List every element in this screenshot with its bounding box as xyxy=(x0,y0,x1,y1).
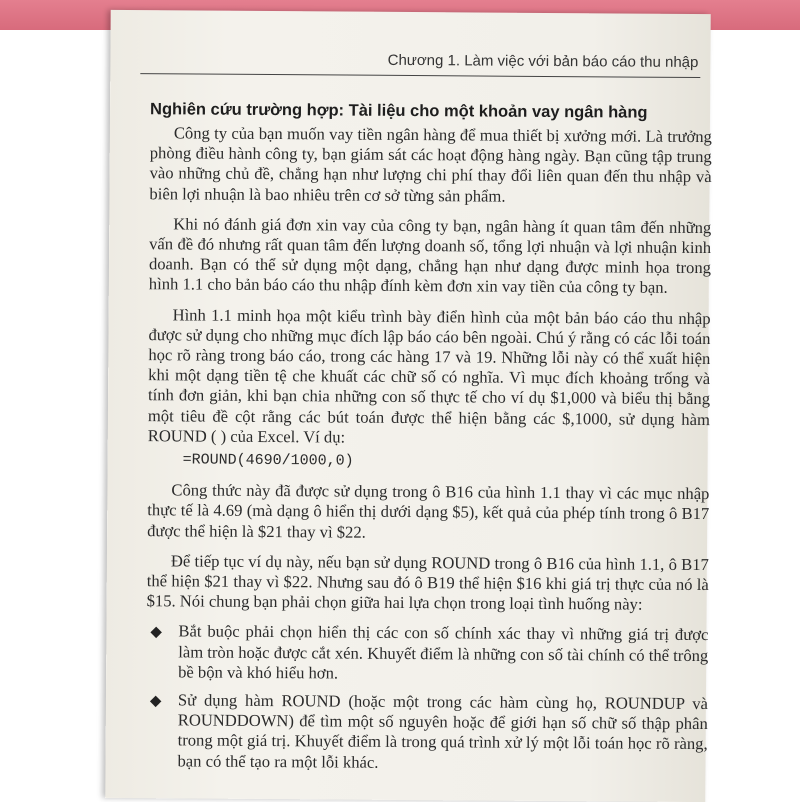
section-title: Nghiên cứu trường hợp: Tài liệu cho một khoản vay ngân hàng xyxy=(150,100,648,122)
paragraph: Hình 1.1 minh họa một kiểu trình bày điển hình của một bản báo cáo thu nhập được sử dụng cho những mục đích lập báo cáo bên ngoài. Chú ý rằng có các lỗi toán học rõ ràng trong báo cáo, trong các hàng 17 và 19. Những lỗi này có thể xuất hiện khi một dạng tiền tệ che khuất các chữ số có nghĩa. Vì mục đích khoảng trống và tính đơn giản, khi bạn chia những con số thực tế cho ví dụ $1,000 và biểu thị bằng một tiêu đề cột rằng các bút toán được thể hiện bằng các $,1000, sử dụng hàm ROUND ( ) của Excel. Ví dụ: xyxy=(147,304,711,447)
paragraph: Công ty của bạn muốn vay tiền ngân hàng để mua thiết bị xưởng mới. Là trưởng phòng điều hành công ty, bạn giám sát các hoạt động hàng ngày. Bạn cũng tập trung vào những chủ đề, chẳng hạn như lượng chi phí thay đổi liên quan đến thu nhập và biên lợi nhuận là bao nhiêu trên cơ sở từng sản phẩm. xyxy=(149,123,712,206)
diamond-bullet-icon: ◆ xyxy=(149,693,162,710)
body-text xyxy=(145,123,712,783)
bullet-text: Sử dụng hàm ROUND (hoặc một trong các hàm cùng họ, ROUNDUP và ROUNDDOWN) để tìm một số nguyên hoặc để giới hạn số chữ số thập phân trong một giá trị. Khuyết điểm là trong quá trình xử lý một lỗi toán học rõ ràng, bạn có thể tạo ra một lỗi khác. xyxy=(177,690,708,772)
book-page xyxy=(105,10,710,802)
header-rule xyxy=(140,73,700,78)
bullet-text: Bắt buộc phải chọn hiển thị các con số chính xác thay vì những giá trị được làm tròn hoặc được cắt xén. Khuyết điểm là những con số tài chính có thể trông bề bộn và khó hiểu hơn. xyxy=(178,621,709,683)
paragraph: Công thức này đã được sử dụng trong ô B16 của hình 1.1 thay vì các mục nhập thực tế là 4.69 (mà dạng ô hiển thị dưới dạng $5), kết quả của phép tính trong ô B17 được thể hiện là $21 thay vì $22. xyxy=(147,480,710,542)
bullet-item xyxy=(146,622,708,687)
paragraph: Để tiếp tục ví dụ này, nếu bạn sử dụng ROUND trong ô B16 của hình 1.1, ô B17 thể hiện $21 thay vì $22. Nhưng sau đó ô B19 thể hiện $16 khi giá trị thực của nó là $15. Nói chung bạn phải chọn giữa hai lựa chọn trong loại tình huống này: xyxy=(146,551,709,614)
running-header: Chương 1. Làm việc với bản báo cáo thu nhập xyxy=(387,51,699,72)
diamond-bullet-icon: ◆ xyxy=(150,624,163,641)
paragraph: Khi nó đánh giá đơn xin vay của công ty bạn, ngân hàng ít quan tâm đến những vấn đề đó nhưng rất quan tâm đến lượng doanh số, tổng lợi nhuận và lợi nhuận kinh doanh. Bạn có thể sử dụng một dạng, chẳng hạn như dạng được minh họa trong hình 1.1 cho bản báo cáo thu nhập đính kèm đơn xin vay tiền của công ty bạn. xyxy=(148,214,712,298)
code-example: =ROUND(4690/1000,0) xyxy=(182,451,354,470)
bullet-item xyxy=(145,690,708,775)
